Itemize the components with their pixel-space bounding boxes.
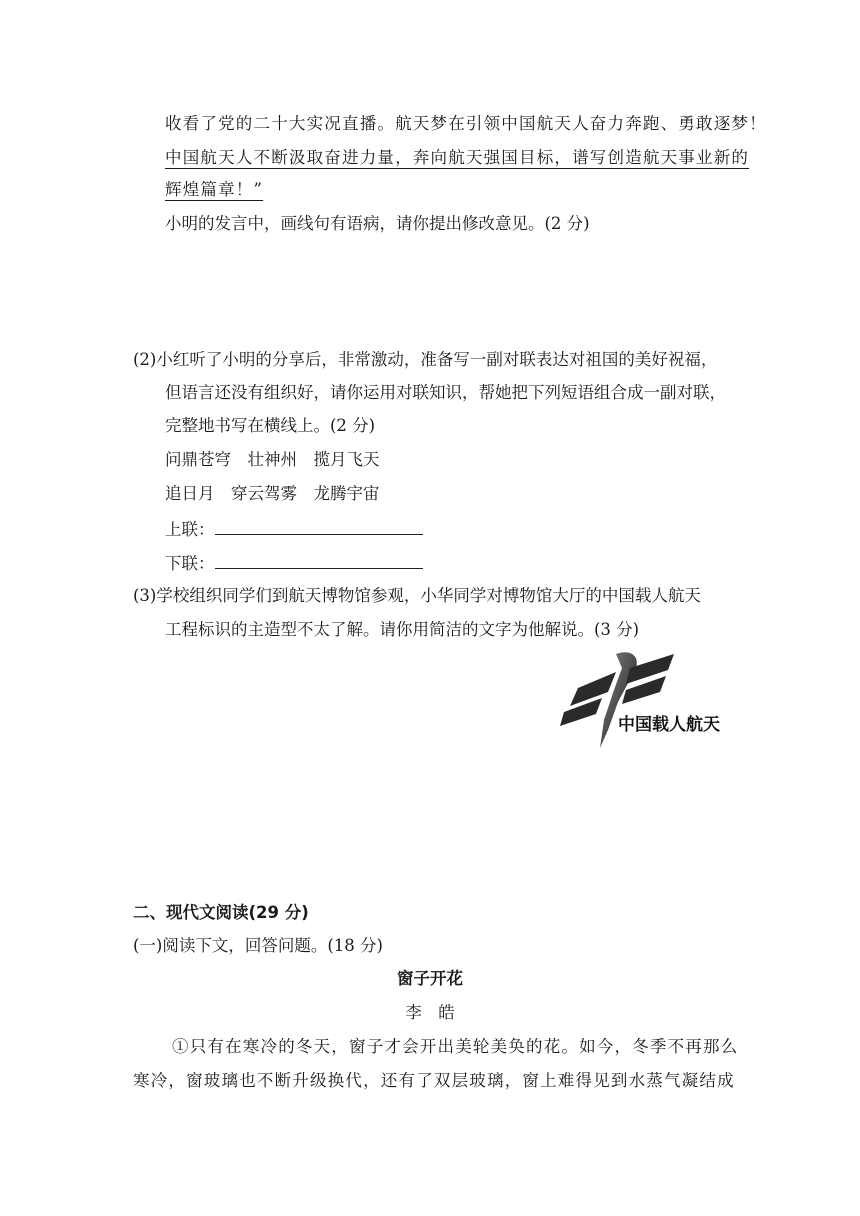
article-title: 窗子开花	[397, 969, 463, 988]
upper-couplet-row	[165, 517, 423, 541]
article-para-1-line-1: ①只有在寒冷的冬天，窗子才会开出美轮美奂的花。如今，冬季不再那么	[172, 1037, 739, 1056]
q1-prompt: 小明的发言中，画线句有语病，请你提出修改意见。(2 分)	[165, 214, 590, 233]
q2-line-3: 完整地书写在横线上。(2 分)	[165, 416, 376, 435]
speech-line-2-underlined: 中国航天人不断汲取奋进力量，奔向航天强国目标，谱写创造航天事业新的	[165, 148, 750, 167]
article-para-1-line-2: 寒冷，窗玻璃也不断升级换代，还有了双层玻璃，窗上难得见到水蒸气凝结成	[133, 1071, 735, 1090]
q2-line-1: (2)小红听了小明的分享后，非常激动，准备写一副对联表达对祖国的美好祝福，	[133, 350, 718, 369]
section-2-heading: 二、现代文阅读(29 分)	[133, 903, 309, 922]
speech-line-3-underlined: 辉煌篇章！”	[165, 180, 264, 199]
q2-line-2: 但语言还没有组织好，请你运用对联知识，帮她把下列短语组合成一副对联，	[165, 383, 726, 402]
lower-couplet-blank[interactable]	[215, 551, 423, 569]
logo-text: 中国载人航天	[618, 715, 720, 735]
upper-couplet-blank[interactable]	[215, 517, 423, 535]
q3-line-2: 工程标识的主造型不太了解。请你用简洁的文字为他解说。(3 分)	[165, 620, 640, 639]
article-author: 李 皓	[405, 1003, 455, 1022]
china-manned-space-logo	[556, 650, 732, 750]
q2-phrases-2: 追日月 穿云驾雾 龙腾宇宙	[165, 484, 380, 503]
lower-couplet-row	[165, 551, 423, 575]
q2-phrases-1: 问鼎苍穹 壮神州 揽月飞天	[165, 450, 380, 469]
lower-couplet-label: 下联：	[165, 554, 215, 573]
upper-couplet-label: 上联：	[165, 520, 215, 539]
speech-line-1: 收看了党的二十大实况直播。航天梦在引领中国航天人奋力奔跑、勇敢逐梦！	[165, 114, 767, 133]
section-2-subheading: (一)阅读下文，回答问题。(18 分)	[133, 936, 383, 955]
q3-line-1: (3)学校组织同学们到航天博物馆参观，小华同学对博物馆大厅的中国载人航天	[133, 586, 701, 605]
